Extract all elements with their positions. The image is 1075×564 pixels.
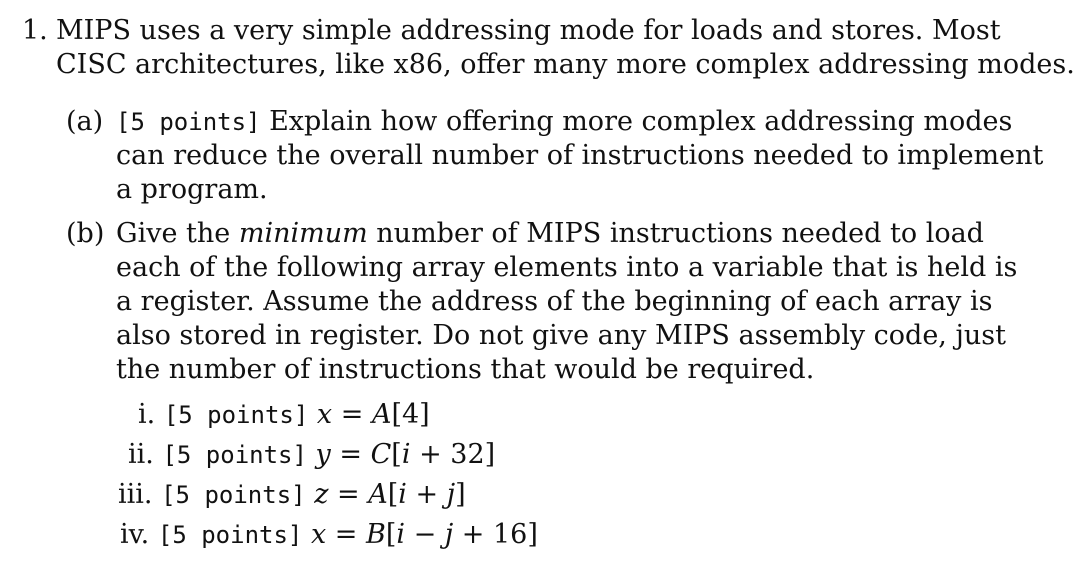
- part-b-line-1: [116, 217, 984, 251]
- index-var-1: i: [398, 479, 407, 510]
- subpart-points: [5 points]: [161, 481, 306, 509]
- part-b-line-4: also stored in register. Do not give any MIPS assembly code, just: [116, 320, 1006, 351]
- part-b-label: (b): [66, 218, 105, 249]
- subpart-points: [5 points]: [157, 521, 303, 549]
- subpart-label: i.: [138, 399, 156, 430]
- part-a-line-1: [116, 105, 1012, 139]
- part-a-label: (a): [66, 106, 104, 137]
- subpart-points: [5 points]: [163, 401, 309, 429]
- part-b-emphasis: minimum: [238, 218, 368, 249]
- part-b-line-5: the number of instructions that would be required.: [116, 354, 815, 385]
- array-index: [4]: [391, 399, 430, 430]
- array-name: C: [370, 439, 392, 470]
- equation-op: =: [339, 439, 363, 470]
- part-b-line-2: each of the following array elements into a variable that is held is: [116, 252, 1018, 283]
- equation-op: =: [334, 519, 358, 550]
- array-name: B: [366, 519, 386, 550]
- equation-op: =: [340, 399, 364, 430]
- equation-lhs: x: [310, 519, 327, 550]
- index-operator: −: [405, 519, 445, 550]
- array-index-open: [: [391, 439, 402, 470]
- part-a-text: Explain how offering more complex addressing modes: [269, 106, 1013, 137]
- part-b-text-pre: Give the: [116, 218, 231, 249]
- index-var-1: i: [396, 519, 406, 550]
- index-var-2: j: [444, 519, 454, 550]
- index-var: i: [401, 439, 411, 470]
- array-index-close: + 16]: [453, 519, 538, 550]
- equation-lhs: y: [315, 439, 331, 470]
- subpart-i: [138, 398, 430, 432]
- question-number: 1.: [22, 15, 48, 46]
- subpart-iv: [120, 518, 538, 552]
- subpart-label: ii.: [128, 439, 154, 470]
- array-index-close: ]: [455, 479, 466, 510]
- subpart-ii: [128, 438, 495, 472]
- part-a-line-2: can reduce the overall number of instructions needed to implement: [116, 140, 1044, 171]
- equation-lhs: z: [314, 479, 329, 510]
- array-index-open: [: [387, 479, 399, 510]
- part-b-line-3: a register. Assume the address of the beginning of each array is: [116, 286, 993, 317]
- subpart-label: iv.: [120, 519, 150, 550]
- question-line-1: MIPS uses a very simple addressing mode for loads and stores. Most: [56, 15, 1001, 46]
- index-operator: +: [406, 479, 447, 510]
- part-a-points: [5 points]: [116, 108, 261, 136]
- equation-lhs: x: [316, 399, 333, 430]
- part-b-text-post: number of MIPS instructions needed to load: [376, 218, 984, 249]
- subpart-label: iii.: [118, 479, 153, 510]
- equation-op: =: [337, 479, 360, 510]
- index-var-2: j: [446, 479, 456, 510]
- array-name: A: [371, 399, 392, 430]
- part-a-line-3: a program.: [116, 174, 268, 205]
- subpart-points: [5 points]: [162, 441, 307, 469]
- question-line-2: CISC architectures, like x86, offer many more complex addressing modes.: [56, 49, 1075, 80]
- subpart-iii: [118, 478, 466, 512]
- array-index-open: [: [385, 519, 397, 550]
- array-name: A: [368, 479, 388, 510]
- array-index-rest: + 32]: [410, 439, 496, 470]
